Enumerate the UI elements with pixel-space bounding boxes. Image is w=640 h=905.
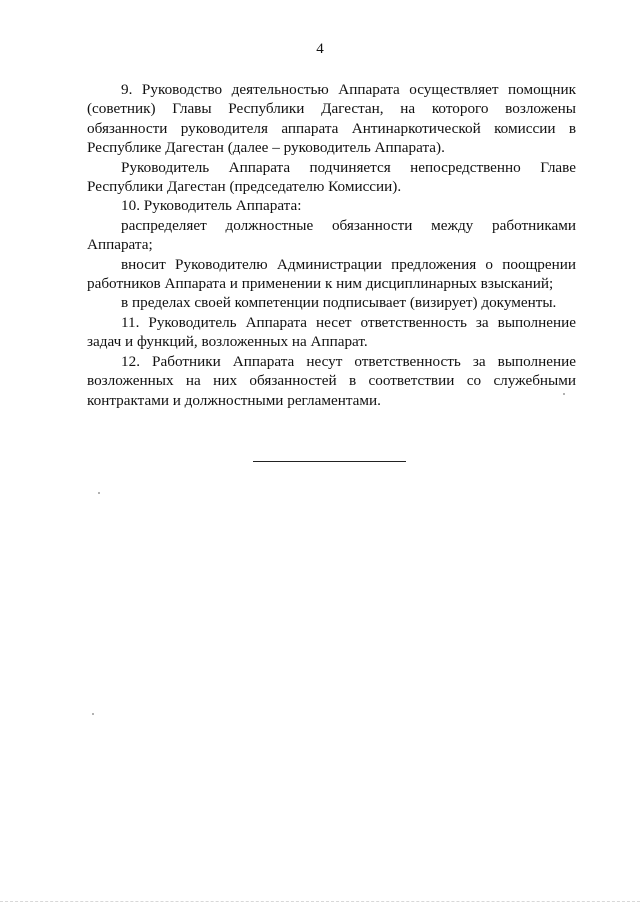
page-number: 4	[316, 41, 324, 57]
document-body	[87, 80, 576, 410]
scan-speck	[563, 393, 565, 395]
paragraph-11: 11. Руководитель Аппарата несет ответственность за выполнение задач и функций, возложенных на Аппарат.	[87, 313, 576, 351]
scan-speck	[98, 492, 100, 494]
scan-speck	[92, 713, 94, 715]
paragraph-10-signing: в пределах своей компетенции подписывает (визирует) документы.	[121, 294, 557, 312]
paragraph-10: 10. Руководитель Аппарата:	[121, 197, 302, 215]
end-of-document-rule	[253, 461, 406, 462]
paragraph-10-duties-distribution: распределяет должностные обязанности между работниками Аппарата;	[87, 216, 576, 254]
paragraph-9: 9. Руководство деятельностью Аппарата осуществляет помощник (советник) Главы Республики Дагестан, на которого возложены обязанности руководителя аппарата Антинаркотической комиссии в Республике Дагестан (далее – руководитель Аппарата).	[87, 81, 576, 157]
paragraph-10-proposals: вносит Руководителю Администрации предложения о поощрении работников Аппарата и применении к ним дисциплинарных взысканий;	[87, 255, 576, 293]
paragraph-9-subordination: Руководитель Аппарата подчиняется непосредственно Главе Республики Дагестан (председателю Комиссии).	[87, 158, 576, 196]
scan-edge-noise	[0, 901, 640, 902]
paragraph-12: 12. Работники Аппарата несут ответственность за выполнение возложенных на них обязанностей в соответствии со служебными контрактами и должностными регламентами.	[87, 352, 576, 409]
